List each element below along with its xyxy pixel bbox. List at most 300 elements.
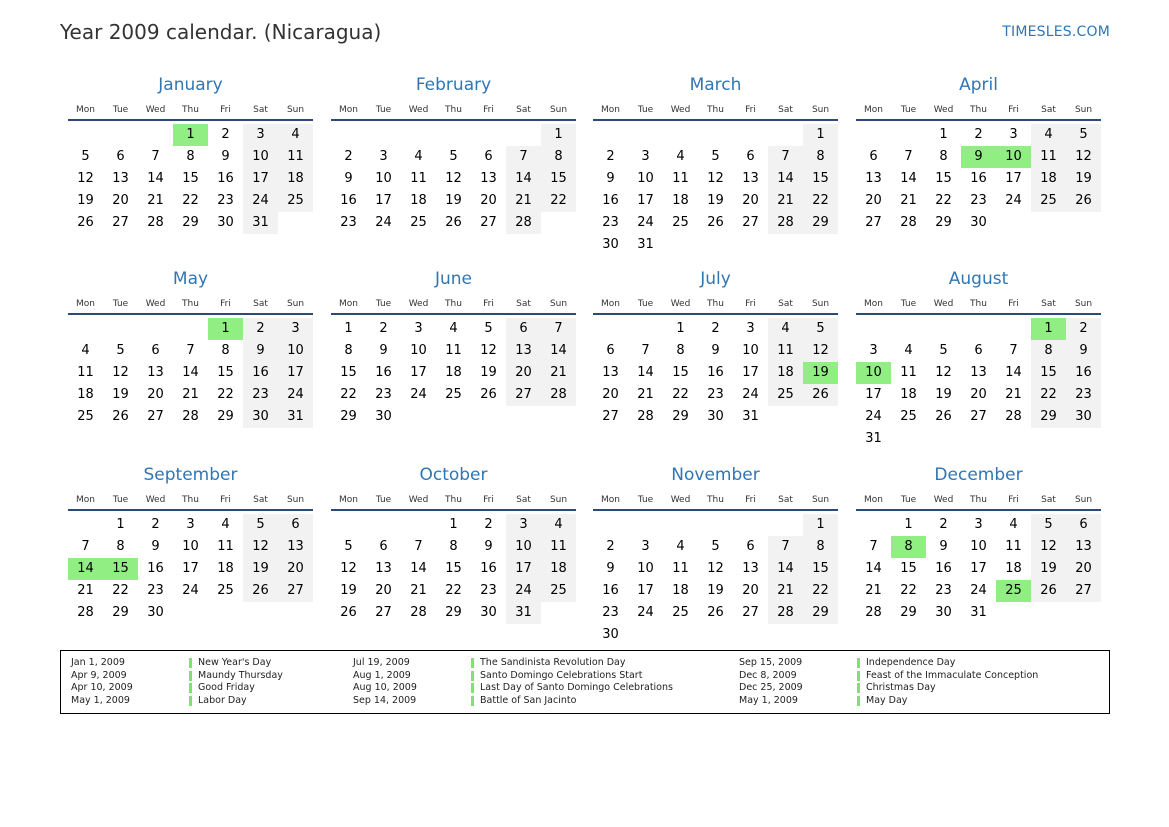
day-cell: 26 [1031,580,1066,602]
day-cell: 22 [340,387,357,402]
day-cell: 14 [541,340,576,362]
day-cell: 2 [606,539,615,554]
day-cell: 22 [182,193,199,208]
day-cell: 19 [77,193,94,208]
weekday-header [68,495,313,507]
month-divider [856,313,1101,315]
holiday-day-cell: 1 [1031,318,1066,340]
day-cell: 5 [116,343,125,358]
month-divider [593,119,838,121]
day-cell: 12 [935,365,952,380]
day-cell: 16 [1066,362,1101,384]
holiday-day-cell: 15 [103,558,138,580]
day-cell: 11 [278,146,313,168]
day-cell: 2 [1066,318,1101,340]
day-cell: 18 [768,362,803,384]
day-cell: 21 [506,190,541,212]
day-cell: 11 [900,365,917,380]
day-cell: 24 [637,605,654,620]
day-cell: 12 [77,171,94,186]
weekday-label: Tue [375,495,392,505]
holiday-legend [60,650,1110,714]
holiday-column-3 [739,657,1099,708]
day-cell: 25 [768,384,803,406]
day-cell: 19 [243,558,278,580]
day-cell: 14 [865,561,882,576]
month-name: February [415,75,492,95]
weekday-label: Tue [375,105,392,115]
day-cell: 23 [217,193,234,208]
day-cell: 19 [112,387,129,402]
day-cell: 17 [506,558,541,580]
day-cell: 8 [186,149,195,164]
day-cell: 23 [707,387,724,402]
day-cell: 9 [344,171,353,186]
day-cell: 26 [112,409,129,424]
day-cell: 21 [541,362,576,384]
day-cell: 22 [935,193,952,208]
day-cell: 8 [344,343,353,358]
day-cell: 24 [637,215,654,230]
day-cell: 15 [1031,362,1066,384]
day-cell: 6 [379,539,388,554]
weekday-label: Fri [220,299,231,309]
holiday-day-cell: 8 [891,536,926,558]
month-divider [856,119,1101,121]
day-cell: 2 [606,149,615,164]
day-cell: 6 [116,149,125,164]
holiday-name: Feast of the Immaculate Conception [857,671,1038,681]
day-cell: 23 [480,583,497,598]
day-cell: 14 [768,168,803,190]
weekday-label: Tue [637,495,654,505]
day-cell: 26 [803,384,838,406]
day-cell: 14 [182,365,199,380]
day-cell: 4 [1009,517,1018,532]
holiday-day-cell: 1 [208,318,243,340]
day-cell: 25 [445,387,462,402]
weekday-label: Mon [76,495,95,505]
day-cell: 5 [344,539,353,554]
day-cell: 17 [182,561,199,576]
weekday-label: Thu [182,495,199,505]
day-cell: 20 [970,387,987,402]
day-cell: 31 [278,406,313,428]
day-cell: 4 [278,124,313,146]
day-cell: 31 [506,602,541,624]
day-cell: 25 [217,583,234,598]
day-cell: 21 [410,583,427,598]
holiday-column-1 [71,657,311,708]
month-name: July [700,269,731,289]
holiday-date: May 1, 2009 [71,695,130,707]
day-cell: 21 [182,387,199,402]
weekday-label: Sun [286,299,305,309]
day-cell: 24 [742,387,759,402]
day-cell: 14 [768,558,803,580]
weekday-label: Fri [745,299,756,309]
weekday-label: Wed [670,105,691,115]
day-cell: 22 [1031,384,1066,406]
day-cell: 1 [541,124,576,146]
day-cell: 27 [970,409,987,424]
day-cell: 9 [379,343,388,358]
day-cell: 10 [375,171,392,186]
site-link[interactable]: TIMESLES.COM [1002,24,1110,40]
day-cell: 19 [445,193,462,208]
day-cell: 24 [865,409,882,424]
day-cell: 1 [344,321,353,336]
weekday-label: Fri [220,105,231,115]
weekday-label: Sun [811,105,830,115]
weekday-label: Sun [811,495,830,505]
day-cell: 3 [869,343,878,358]
day-cell: 23 [340,215,357,230]
day-cell: 24 [182,583,199,598]
day-cell: 28 [410,605,427,620]
weekday-label: Thu [707,105,724,115]
day-cell: 29 [803,602,838,624]
day-cell: 1 [676,321,685,336]
day-cell: 22 [541,190,576,212]
day-cell: 10 [637,561,654,576]
day-cell: 17 [637,583,654,598]
day-cell: 26 [707,215,724,230]
day-cell: 11 [541,536,576,558]
day-cell: 16 [480,561,497,576]
day-cell: 12 [707,171,724,186]
day-cell: 1 [803,124,838,146]
holiday-name: Independence Day [857,658,955,668]
day-cell: 14 [147,171,164,186]
day-cell: 30 [970,215,987,230]
day-cell: 2 [151,517,160,532]
day-cell: 8 [1031,340,1066,362]
day-cell: 13 [278,536,313,558]
day-cell: 7 [904,149,913,164]
day-cell: 2 [379,321,388,336]
holiday-row [739,682,1099,695]
day-cell: 11 [445,343,462,358]
weekday-label: Wed [145,105,166,115]
day-cell: 5 [1066,124,1101,146]
day-cell: 18 [217,561,234,576]
weekday-label: Thu [707,299,724,309]
weekday-label: Thu [707,495,724,505]
day-cell: 20 [375,583,392,598]
day-cell: 12 [480,343,497,358]
day-cell: 17 [1005,171,1022,186]
holiday-name: Labor Day [189,696,247,706]
weekday-label: Sun [1074,495,1093,505]
day-cell: 29 [900,605,917,620]
day-cell: 21 [768,190,803,212]
day-cell: 15 [900,561,917,576]
day-cell: 28 [541,384,576,406]
weekday-header [593,105,838,117]
day-cell: 23 [970,193,987,208]
day-cell: 29 [803,212,838,234]
day-cell: 18 [445,365,462,380]
day-cell: 30 [935,605,952,620]
weekday-label: Tue [112,299,129,309]
holiday-row [71,682,311,695]
weekday-header [856,495,1101,507]
holiday-row [353,670,753,683]
day-cell: 21 [865,583,882,598]
day-cell: 15 [182,171,199,186]
weekday-label: Mon [339,299,358,309]
day-cell: 3 [278,318,313,340]
weekday-label: Sun [286,495,305,505]
holiday-date: May 1, 2009 [739,695,798,707]
day-cell: 13 [865,171,882,186]
day-cell: 11 [672,561,689,576]
day-cell: 18 [1031,168,1066,190]
weekday-label: Thu [182,105,199,115]
weekday-label: Mon [601,105,620,115]
weekday-label: Fri [483,105,494,115]
holiday-row [739,657,1099,670]
day-cell: 25 [672,605,689,620]
day-cell: 16 [602,583,619,598]
day-cell: 6 [484,149,493,164]
day-cell: 25 [77,409,94,424]
day-cell: 24 [375,215,392,230]
day-cell: 7 [869,539,878,554]
day-cell: 28 [506,212,541,234]
day-cell: 8 [449,539,458,554]
day-cell: 28 [637,409,654,424]
weekday-label: Wed [408,299,429,309]
day-cell: 15 [803,558,838,580]
day-cell: 10 [970,539,987,554]
day-cell: 10 [506,536,541,558]
holiday-row [71,657,311,670]
day-cell: 3 [243,124,278,146]
weekday-label: Fri [1008,105,1019,115]
weekday-label: Mon [339,105,358,115]
day-cell: 3 [414,321,423,336]
holiday-day-cell: 9 [961,146,996,168]
day-cell: 8 [676,343,685,358]
day-cell: 12 [1031,536,1066,558]
holiday-date: Sep 15, 2009 [739,657,803,668]
holiday-day-cell: 10 [856,362,891,384]
day-cell: 5 [243,514,278,536]
day-cell: 15 [803,168,838,190]
day-cell: 28 [900,215,917,230]
weekday-label: Wed [670,495,691,505]
day-cell: 20 [742,583,759,598]
weekday-header [331,105,576,117]
day-cell: 5 [1031,514,1066,536]
weekday-label: Sun [549,299,568,309]
holiday-row [353,657,753,670]
day-cell: 29 [935,215,952,230]
weekday-label: Sun [286,105,305,115]
weekday-header [593,495,838,507]
day-cell: 28 [182,409,199,424]
day-cell: 5 [484,321,493,336]
day-cell: 22 [217,387,234,402]
day-cell: 11 [768,340,803,362]
day-cell: 21 [768,580,803,602]
day-cell: 7 [186,343,195,358]
holiday-column-2 [353,657,753,708]
day-cell: 27 [865,215,882,230]
day-cell: 6 [1066,514,1101,536]
day-cell: 14 [506,168,541,190]
day-cell: 31 [243,212,278,234]
holiday-name: New Year's Day [189,658,271,668]
day-cell: 31 [742,409,759,424]
day-cell: 26 [707,605,724,620]
day-cell: 19 [1066,168,1101,190]
day-cell: 3 [379,149,388,164]
day-cell: 16 [147,561,164,576]
day-cell: 4 [676,539,685,554]
day-cell: 30 [707,409,724,424]
month-name: September [143,465,238,485]
weekday-label: Tue [637,299,654,309]
weekday-label: Wed [933,495,954,505]
holiday-name: Santo Domingo Celebrations Start [471,671,642,681]
weekday-label: Sat [516,495,531,505]
day-cell: 16 [375,365,392,380]
day-cell: 22 [112,583,129,598]
day-cell: 6 [606,343,615,358]
day-cell: 19 [1031,558,1066,580]
holiday-name: Last Day of Santo Domingo Celebrations [471,683,673,693]
day-cell: 22 [803,580,838,602]
weekday-label: Sat [778,299,793,309]
weekday-label: Sat [253,299,268,309]
day-cell: 23 [243,384,278,406]
day-cell: 24 [243,190,278,212]
weekday-label: Mon [864,495,883,505]
day-cell: 2 [711,321,720,336]
holiday-date: Sep 14, 2009 [353,695,417,707]
day-cell: 4 [768,318,803,340]
day-cell: 4 [541,514,576,536]
weekday-label: Mon [76,105,95,115]
weekday-label: Sat [253,105,268,115]
day-cell: 20 [865,193,882,208]
weekday-header [68,299,313,311]
day-cell: 26 [77,215,94,230]
weekday-label: Sun [811,299,830,309]
weekday-label: Wed [145,495,166,505]
day-cell: 7 [768,146,803,168]
day-cell: 13 [742,561,759,576]
day-cell: 10 [637,171,654,186]
day-cell: 15 [445,561,462,576]
day-cell: 7 [81,539,90,554]
day-cell: 16 [217,171,234,186]
day-cell: 30 [1066,406,1101,428]
day-cell: 17 [375,193,392,208]
day-cell: 19 [480,365,497,380]
day-cell: 3 [506,514,541,536]
day-cell: 1 [116,517,125,532]
month-divider [331,119,576,121]
weekday-label: Tue [900,495,917,505]
weekday-header [593,299,838,311]
month-divider [331,509,576,511]
day-cell: 11 [410,171,427,186]
day-cell: 29 [182,215,199,230]
day-cell: 7 [506,146,541,168]
day-cell: 15 [672,365,689,380]
day-cell: 27 [506,384,541,406]
day-cell: 11 [217,539,234,554]
day-cell: 10 [410,343,427,358]
day-cell: 18 [900,387,917,402]
weekday-label: Thu [445,299,462,309]
day-cell: 12 [707,561,724,576]
holiday-day-cell: 25 [996,580,1031,602]
day-cell: 27 [742,215,759,230]
day-cell: 7 [768,536,803,558]
day-cell: 6 [869,149,878,164]
day-cell: 10 [182,539,199,554]
weekday-label: Fri [745,495,756,505]
day-cell: 12 [445,171,462,186]
weekday-label: Mon [601,495,620,505]
day-cell: 18 [672,583,689,598]
month-name: April [959,75,998,95]
day-cell: 28 [147,215,164,230]
day-cell: 2 [974,127,983,142]
day-cell: 6 [746,539,755,554]
weekday-header [331,299,576,311]
day-cell: 8 [221,343,230,358]
day-cell: 12 [1066,146,1101,168]
day-cell: 24 [278,384,313,406]
day-cell: 11 [77,365,94,380]
weekday-label: Sat [1041,105,1056,115]
weekday-label: Wed [408,495,429,505]
day-cell: 13 [602,365,619,380]
day-cell: 22 [445,583,462,598]
weekday-label: Fri [483,299,494,309]
holiday-name: May Day [857,696,907,706]
day-cell: 5 [449,149,458,164]
day-cell: 30 [217,215,234,230]
day-cell: 8 [116,539,125,554]
weekday-header [856,299,1101,311]
weekday-label: Wed [670,299,691,309]
day-cell: 16 [602,193,619,208]
month-name: March [689,75,742,95]
day-cell: 20 [506,362,541,384]
day-cell: 5 [711,539,720,554]
day-cell: 24 [970,583,987,598]
weekday-label: Wed [933,105,954,115]
day-cell: 20 [278,558,313,580]
day-cell: 18 [410,193,427,208]
holiday-date: Aug 10, 2009 [353,682,417,694]
day-cell: 5 [711,149,720,164]
weekday-label: Tue [375,299,392,309]
weekday-label: Mon [76,299,95,309]
day-cell: 14 [900,171,917,186]
day-cell: 3 [186,517,195,532]
day-cell: 17 [742,365,759,380]
weekday-header [68,105,313,117]
day-cell: 20 [480,193,497,208]
